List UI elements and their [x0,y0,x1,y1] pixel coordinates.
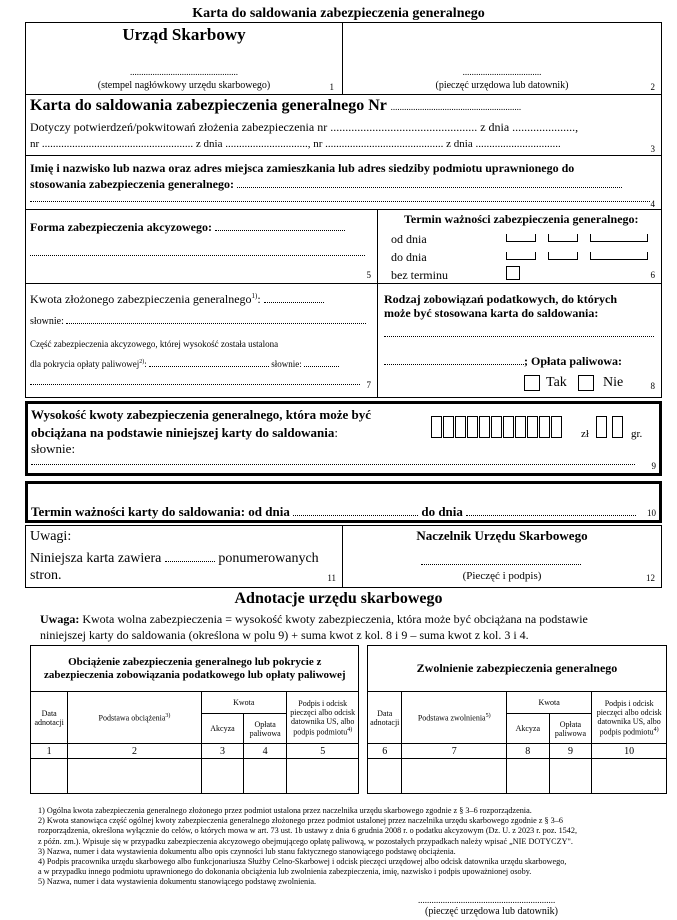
head-signature-line[interactable] [421,564,581,565]
validity-from-day[interactable] [506,234,536,242]
validity-from-label: od dnia [391,232,427,246]
zl-cell[interactable] [539,416,550,438]
annotations-title: Adnotacje urzędu skarbowego [234,590,443,607]
footnote: 2) Kwota stanowiąca część ogólnej kwoty zabezpieczenia generalnego złożonego przez podmiot ustalonej przez naczelnika urzędu skarbowego zgodnie z § 3–6 [38,816,563,826]
box-8-obligations [377,283,662,398]
charge-amount-dotted[interactable] [31,464,635,465]
footnote: 4) Podpis pracownika urzędu skarbowego albo funkcjonariusza Służby Celno-Skarbowej i odcisk pieczęci urzędowej albo odcisk datownika urzędu skarbowego, [38,857,567,867]
confirmations-line-2[interactable]: nr ....................................................... z dnia .............................., nr ........................................... z dnia ............................... [30,138,561,150]
fuel-fee-no-checkbox[interactable] [578,375,594,391]
entry-cell[interactable] [31,759,68,794]
fuel-fee-label: ; Opłata paliwowa: [384,354,622,369]
field-number-7: 7 [366,380,371,390]
col-charge-basis: Podstawa obciążenia$^{3)}$ [68,692,201,744]
validity-title: Termin ważności zabezpieczenia generalnego: [404,212,639,226]
charge-amount-title-1: Wysokość kwoty zabezpieczenia generalnego, która może być [31,407,371,422]
col-release-basis: Podstawa zwolnienia$^{5)}$ [402,692,507,744]
notes-label: Uwagi: [30,529,72,544]
box-3-card-number [25,94,662,156]
field-number-12: 12 [646,573,655,583]
fuel-part-dotted[interactable] [30,384,360,385]
entry-cell[interactable] [506,759,549,794]
seal-caption: (pieczęć urzędowa lub datownik) [435,80,569,91]
box-9-charge-amount [25,401,662,476]
col-number: 1 [31,744,68,759]
charge-section-header: Obciążenie zabezpieczenia generalnego lub pokrycie z zabezpieczenia zobowiązania podatkowego lub opłaty paliwowej [31,646,359,692]
entity-label-line-1: Imię i nazwisko lub nazwa oraz adres miejsca zamieszkania lub adres siedziby podmiotu uprawnionego do [30,161,575,175]
box-12-head [342,525,662,588]
zl-cell[interactable] [443,416,454,438]
box-11-notes [25,525,343,588]
field-number-2: 2 [650,82,655,92]
notes-pages-line-2: stron. [30,568,62,583]
entry-cell[interactable] [549,759,592,794]
head-caption: (Pieczęć i podpis) [462,570,542,582]
annotations-note-line-1: Uwaga: Kwota wolna zabezpieczenia = wysokość kwoty zabezpieczenia, która może być obciążana na podstawie [40,612,588,626]
validity-none-label: bez terminu [391,268,448,282]
footnote: 1) Ogólna kwota zabezpieczenia generalnego złożonego przez podmiot ustalona przez naczelnika urzędu skarbowego zgodnie z § 3–6 rozporządzenia. [38,806,532,815]
field-number-6: 6 [650,270,655,280]
annotations-table [30,645,667,794]
confirmations-line-1[interactable]: Dotyczy potwierdzeń/pokwitowań złożenia zabezpieczenia nr ................................................. z dnia ....................., [30,120,579,134]
entity-dotted-line[interactable] [30,201,650,202]
zl-cell[interactable] [515,416,526,438]
zl-label: zł [581,428,589,440]
zl-cell[interactable] [551,416,562,438]
footnote: z późn. zm.). Wpisuje się w przypadku zabezpieczenia akcyzowego obejmującego opłatę paliwową, w pozostałych przypadkach należy wpisać „NIE DOTYCZY". [38,836,573,846]
validity-to-year[interactable] [590,252,648,260]
validity-from-month[interactable] [548,234,578,242]
col-number: 2 [68,744,201,759]
form-header-title: Karta do saldowania zabezpieczenia generalnego [192,6,485,21]
stamp-dots: ................................................ [130,67,238,77]
zl-cell[interactable] [431,416,442,438]
box-6-validity [377,209,662,284]
col-amount-right: Kwota [506,692,591,714]
tax-office-title: Urząd Skarbowy [122,25,246,44]
col-number: 9 [549,744,592,759]
col-fuel-left: Opłata paliwowa [244,714,287,744]
col-signature-left: Podpis i odcisk pieczęci albo odcisk datownika US, albo podpis podmiotu$^{4)}$ [286,692,359,744]
entry-cell[interactable] [201,759,244,794]
col-signature-right: Podpis i odcisk pieczęci albo odcisk datownika US, albo podpis podmiotu$^{4)}$ [592,692,667,744]
col-number: 6 [368,744,402,759]
col-fuel-right: Opłata paliwowa [549,714,592,744]
amount-in-words[interactable]: słownie: [30,316,366,327]
charge-amount-words-label: słownie: [31,441,76,456]
validity-to-day[interactable] [506,252,536,260]
gr-cell-2[interactable] [612,416,623,438]
footnote: a w przypadku innego podmiotu uprawnionego do dokonania obciążenia lub zwolnienia zabezpieczenia, imię, nazwisko i podpis upoważnionej osoby. [38,867,532,877]
entry-cell[interactable] [286,759,359,794]
entry-cell[interactable] [68,759,201,794]
field-number-5: 5 [366,270,371,280]
col-excise-right: Akcyza [506,714,549,744]
table-gap [359,646,368,794]
amount-label[interactable]: Kwota złożonego zabezpieczenia generalnego$^{1)}$: [30,292,324,307]
entry-cell[interactable] [402,759,507,794]
zl-cell[interactable] [479,416,490,438]
footnote: rozporządzenia, określona wyłącznie do celów, o których mowa w art. 73 ust. 1b ustawy z dnia 6 grudnia 2008 r. o podatku akcyzowym (Dz. U. z 2023 r. poz. 1542, [38,826,578,836]
box-4-entity [25,155,662,210]
seal-dots: ................................... [462,67,542,77]
col-date-right: Data adnotacji [368,692,402,744]
zl-cell[interactable] [455,416,466,438]
zl-cell[interactable] [491,416,502,438]
zl-cell[interactable] [527,416,538,438]
col-excise-left: Akcyza [201,714,244,744]
field-number-11: 11 [327,573,336,583]
col-number: 8 [506,744,549,759]
bottom-seal-caption: (pieczęć urzędowa lub datownik) [425,906,558,917]
zl-cell[interactable] [467,416,478,438]
fuel-part-line-2[interactable]: dla pokrycia opłaty paliwowej$^{2)}$: słownie: [30,359,339,369]
form-dotted-line[interactable] [30,255,365,256]
field-number-10: 10 [647,508,656,518]
col-number: 3 [201,744,244,759]
entry-cell[interactable] [592,759,667,794]
no-term-checkbox[interactable] [506,266,520,280]
validity-to-label: do dnia [391,250,427,264]
fuel-part-line-1: Część zabezpieczenia akcyzowego, której wysokość została ustalona [30,339,279,349]
entity-label-line-2[interactable]: stosowania zabezpieczenia generalnego: [30,177,622,192]
col-amount-left: Kwota [201,692,286,714]
head-title: Naczelnik Urzędu Skarbowego [416,528,588,543]
col-number: 5 [286,744,359,759]
release-section-header: Zwolnienie zabezpieczenia generalnego [368,646,667,692]
footnote: 5) Nazwa, numer i data wystawienia dokumentu stanowiącego podstawę zwolnienia. [38,877,317,887]
footnotes [38,806,668,888]
field-number-3: 3 [650,144,655,154]
box-1-tax-office [25,22,343,95]
gr-cell-1[interactable] [596,416,607,438]
annotations-note-line-2: niniejszej karty do saldowania (określona w polu 9) + suma kwot z kol. 8 i 9 – suma kwot z kol. 3 i 4. [40,628,529,642]
field-number-8: 8 [650,381,655,391]
fuel-fee-yes-label: Tak [546,375,567,390]
zl-cell[interactable] [503,416,514,438]
card-validity-label[interactable]: Termin ważności karty do saldowania: od dnia do dnia [31,504,636,520]
entry-cell[interactable] [244,759,287,794]
notes-pages-line[interactable]: Niniejsza karta zawiera ponumerowanych [30,551,319,566]
stamp-caption: (stempel nagłówkowy urzędu skarbowego) [97,80,271,91]
box-5-form [25,209,378,284]
field-number-4: 4 [650,199,655,209]
fuel-fee-no-label: Nie [603,375,624,390]
box-10-card-validity [25,481,662,523]
fuel-fee-yes-checkbox[interactable] [524,375,540,391]
col-number: 10 [592,744,667,759]
field-number-1: 1 [329,82,334,92]
obligations-title-1: Rodzaj zobowiązań podatkowych, do których [384,292,618,306]
col-date-left: Data adnotacji [31,692,68,744]
validity-from-year[interactable] [590,234,648,242]
entry-cell[interactable] [368,759,402,794]
box-7-amount [25,283,378,398]
col-number: 4 [244,744,287,759]
form-label[interactable]: Forma zabezpieczenia akcyzowego: [30,220,345,235]
obligations-dotted[interactable] [384,336,654,337]
gr-label: gr. [631,428,643,440]
box-2-seal [342,22,662,95]
charge-amount-title-2: obciążana na podstawie niniejszej karty do saldowania: [31,425,338,440]
footnote: 3) Nazwa, numer i data wystawienia dokumentu albo opis czynności lub stanu faktycznego stanowiącego podstawę obciążenia. [38,846,456,856]
card-title: Karta do saldowania zabezpieczenia generalnego Nr .......................................................... [30,97,522,114]
col-number: 7 [402,744,507,759]
bottom-seal-dots[interactable]: ............................................................. [418,895,556,905]
obligations-title-2: może być stosowana karta do saldowania: [384,306,599,320]
validity-to-month[interactable] [548,252,578,260]
field-number-9: 9 [651,461,656,471]
